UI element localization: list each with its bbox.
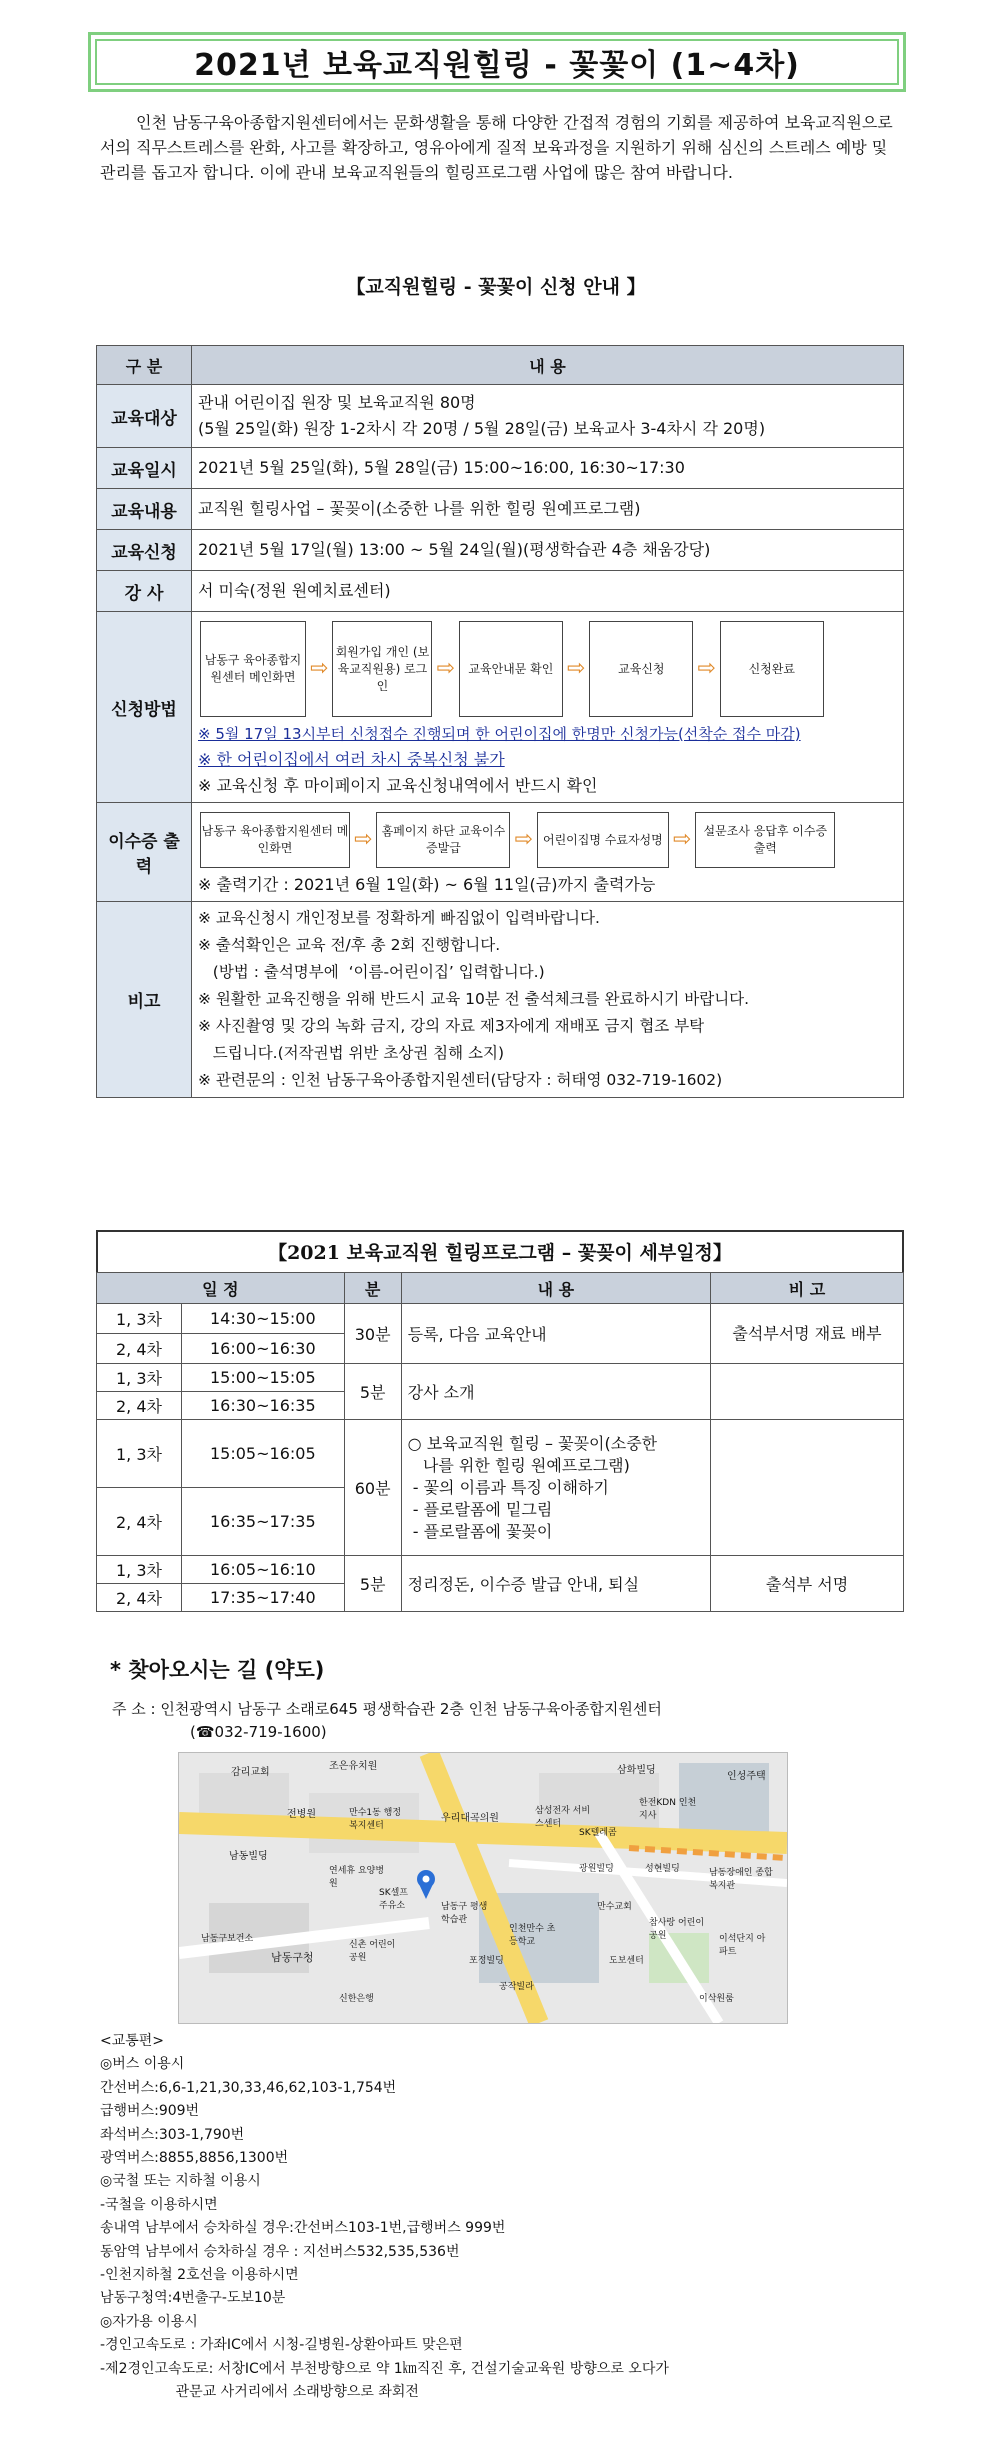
map-label: 광원빌딩: [579, 1864, 614, 1874]
map-label: SK텔레콤: [579, 1828, 617, 1838]
remark-label: 비고: [97, 902, 192, 1098]
directions-title: * 찾아오시는 길 (약도): [110, 1658, 325, 1682]
method-note-3: ※ 교육신청 후 마이페이지 교육신청내역에서 반드시 확인: [198, 776, 598, 795]
schedule-head-content: 내 용: [401, 1273, 710, 1304]
cert-label: 이수증 출력: [97, 803, 192, 902]
table-row: 1, 3차 14:30~15:00 30분 등록, 다음 교육안내 출석부서명 재료 배부: [97, 1304, 904, 1334]
map-label: 만수1동 행정복지센터: [349, 1808, 402, 1831]
remark-6: 드립니다.(저작권법 위반 초상권 침해 소지): [198, 1044, 505, 1062]
cert-flow: [198, 806, 897, 872]
map-label: 인성주택: [727, 1771, 766, 1782]
target-line2: (5월 25일(화) 원장 1-2차시 각 20명 / 5월 28일(금) 보육교사 3-4차시 각 20명): [198, 419, 766, 438]
transport-line: 간선버스:6,6-1,21,30,33,46,62,103-1,754번: [100, 2079, 397, 2096]
map-label: 남동빌딩: [229, 1851, 268, 1862]
content-value: 교직원 힐링사업 – 꽃꽂이(소중한 나를 위한 힐링 원예프로그램): [192, 489, 904, 530]
method-row: [97, 612, 904, 803]
schedule-header-row: [97, 1273, 904, 1304]
arrow-icon: ⇨: [566, 656, 586, 681]
table-row: 2, 4차 16:00~16:30: [97, 1334, 904, 1364]
schedule-section: [96, 1230, 904, 1612]
map-label: 삼화빌딩: [617, 1765, 656, 1776]
map-label: 성현빌딩: [645, 1864, 680, 1874]
intro-paragraph: [100, 110, 900, 185]
method-step-3: 교육안내문 확인: [459, 621, 563, 717]
method-step-2: 회원가입 개인 (보육교직원용) 로그인: [332, 621, 432, 717]
map-label: 남동구보건소: [201, 1934, 254, 1944]
lecturer-label: 강 사: [97, 571, 192, 612]
map-label: 공작빌라: [499, 1982, 534, 1992]
method-note-2: ※ 한 어린이집에서 여러 차시 중복신청 불가: [198, 750, 505, 769]
arrow-icon: ⇨: [436, 656, 455, 681]
content-label: 교육내용: [97, 489, 192, 530]
map-label: 이삭원룸: [699, 1994, 734, 2004]
transport-line: 급행버스:909번: [100, 2103, 200, 2120]
transport-line: -경인고속도로 : 가좌IC에서 시청-길병원-상환아파트 맞은편: [100, 2337, 463, 2354]
info-head-content: 내 용: [192, 346, 904, 385]
arrow-icon: ⇨: [354, 827, 373, 852]
method-step-1: 남동구 육아종합지원센터 메인화면: [200, 621, 306, 717]
map-label: 포정빌딩: [469, 1956, 504, 1966]
method-label: 신청방법: [97, 612, 192, 803]
method-step-5: 신청완료: [720, 621, 824, 717]
apply-value: 2021년 5월 17일(월) 13:00 ~ 5월 24일(월)(평생학습관 4층 채움강당): [192, 530, 904, 571]
map-label: 삼성전자 서비스센터: [535, 1806, 591, 1829]
table-row: 2, 4차 17:35~17:40: [97, 1584, 904, 1612]
method-flow: [198, 615, 897, 721]
remark-5: ※ 사진촬영 및 강의 녹화 금지, 강의 자료 제3자에게 재배포 금지 협조 부탁: [198, 1017, 705, 1035]
remark-3: (방법 : 출석명부에 ‘이름-어린이집’ 입력합니다.): [198, 963, 545, 981]
remark-2: ※ 출석확인은 교육 전/후 총 2회 진행합니다.: [198, 936, 501, 954]
transport-line: 좌석버스:303-1,790번: [100, 2126, 245, 2143]
remark-4: ※ 원활한 교육진행을 위해 반드시 교육 10분 전 출석체크를 완료하시기 바랍니다.: [198, 990, 750, 1008]
cert-step-4: 설문조사 응답후 이수증 출력: [695, 812, 835, 868]
location-map: [178, 1752, 788, 2024]
target-label: 교육대상: [97, 385, 192, 448]
transport-line: ◎버스 이용시: [100, 2056, 185, 2073]
map-label: 이석단지 아파트: [719, 1934, 766, 1957]
map-label: 남동구청: [271, 1951, 314, 1964]
arrow-icon: ⇨: [310, 656, 329, 681]
transport-line: 남동구청역:4번출구-도보10분: [100, 2290, 286, 2307]
transport-line: ◎자가용 이용시: [100, 2313, 198, 2330]
transport-line: -국철을 이용하시면: [100, 2196, 218, 2213]
map-label: 도보센터: [609, 1956, 644, 1966]
table-row: 1, 3차 16:05~16:10 5분 정리정돈, 이수증 발급 안내, 퇴실 출석부 서명: [97, 1556, 904, 1584]
transport-block: [100, 2030, 669, 2405]
schedule-title: 【2021 보육교직원 힐링프로그램 – 꽃꽂이 세부일정】: [96, 1230, 904, 1272]
map-label: 한전KDN 인천지사: [639, 1798, 697, 1821]
transport-line: 광역버스:8855,8856,1300번: [100, 2150, 289, 2167]
schedule-table: [96, 1272, 904, 1612]
apply-row: [97, 530, 904, 571]
transport-line: <교통편>: [100, 2033, 165, 2049]
table-row: 1, 3차 15:00~15:05 5분 강사 소개: [97, 1364, 904, 1392]
lecturer-row: [97, 571, 904, 612]
map-label: 우리대곡의원: [441, 1813, 499, 1824]
cert-row: [97, 803, 904, 902]
method-note-1: ※ 5월 17일 13시부터 신청접수 진행되며 한 어린이집에 한명만 신청가능(선착순 접수 마감): [198, 725, 801, 743]
method-step-4: 교육신청: [589, 621, 693, 717]
address-block: [112, 1698, 662, 1744]
content-row: [97, 489, 904, 530]
map-label: 만수교회: [597, 1902, 632, 1912]
schedule-head-date: 일 정: [97, 1273, 345, 1304]
transport-line: ◎국철 또는 지하철 이용시: [100, 2173, 261, 2190]
map-label: SK셀프 주유소: [379, 1888, 409, 1911]
title-frame: [88, 32, 906, 92]
schedule-head-note: 비 고: [711, 1273, 904, 1304]
intro-text: 인천 남동구육아종합지원센터에서는 문화생활을 통해 다양한 간접적 경험의 기회를 제공하여 보육교직원으로서의 직무스트레스를 완화, 사고를 확장하고, 영유아에게 질적 보육과정을 지원하기 위해 심신의 스트레스 예방 및 관리를 돕고자 합니다. 이에 관내 보육교직원들의 힐링프로그램 사업에 많은 참여 바랍니다.: [100, 113, 893, 182]
remark-1: ※ 교육신청시 개인정보를 정확하게 빠짐없이 입력바랍니다.: [198, 909, 600, 927]
transport-line: 동암역 남부에서 승차하실 경우 : 지선버스532,535,536번: [100, 2243, 460, 2260]
transport-line: -제2경인고속도로: 서창IC에서 부천방향으로 약 1㎞직진 후, 건설기술교육원 방향으로 오다가: [100, 2360, 669, 2377]
arrow-icon: ⇨: [514, 827, 533, 852]
map-label: 감리교회: [231, 1767, 270, 1778]
transport-line: 관문교 사거리에서 소래방향으로 좌회전: [100, 2384, 419, 2401]
lecturer-value: 서 미숙(정원 원예치료센터): [192, 571, 904, 612]
cert-step-3: 어린이집명 수료자성명: [537, 812, 669, 868]
remark-row: [97, 902, 904, 1098]
map-graphic: [179, 1753, 787, 2023]
phone-text: (☎032-719-1600): [190, 1723, 327, 1741]
cert-step-2: 홈페이지 하단 교육이수증발급: [376, 812, 510, 868]
table-row: 2, 4차 16:30~16:35: [97, 1392, 904, 1420]
date-label: 교육일시: [97, 448, 192, 489]
map-label: 남동구 평생학습관: [441, 1902, 488, 1925]
transport-line: -인천지하철 2호선을 이용하시면: [100, 2267, 299, 2284]
map-label: 연세휴 요양병원: [329, 1866, 385, 1889]
transport-line: 송내역 남부에서 승차하실 경우:간선버스103-1번,급행버스 999번: [100, 2220, 506, 2237]
info-head-label: 구 분: [97, 346, 192, 385]
schedule-head-minutes: 분: [344, 1273, 401, 1304]
map-label: 신한은행: [339, 1994, 374, 2004]
table-row: 1, 3차 15:05~16:05 60분 ○ 보육교직원 힐링 – 꽃꽂이(소중한 나를 위한 힐링 원예프로그램) - 꽃의 이름과 특징 이해하기 - 플로랄폼에 밑그림 - 플로랄폼에 꽃꽂이: [97, 1420, 904, 1488]
address-text: 주 소 : 인천광역시 남동구 소래로645 평생학습관 2층 인천 남동구육아종합지원센터: [112, 1700, 662, 1718]
map-label: 조은유치원: [329, 1761, 378, 1772]
apply-label: 교육신청: [97, 530, 192, 571]
map-label: 인천만수 초등학교: [509, 1924, 556, 1947]
target-line1: 관내 어린이집 원장 및 보육교직원 80명: [198, 393, 476, 412]
arrow-icon: ⇨: [672, 827, 692, 852]
map-label: 남동장애인 종합복지관: [709, 1868, 773, 1891]
target-row: [97, 385, 904, 448]
cert-note: ※ 출력기간 : 2021년 6월 1일(화) ~ 6월 11일(금)까지 출력가능: [198, 875, 656, 894]
info-section-title: 【교직원힐링 - 꽃꽃이 신청 안내 】: [346, 276, 646, 298]
map-label: 신촌 어린이공원: [349, 1940, 396, 1963]
map-label: 참사랑 어린이공원: [649, 1918, 705, 1941]
info-table: [96, 345, 904, 1098]
arrow-icon: ⇨: [697, 656, 716, 681]
remark-7: ※ 관련문의 : 인천 남동구육아종합지원센터(담당자 : 허태영 032-719-1602): [198, 1071, 723, 1089]
map-label: 전병원: [287, 1809, 316, 1820]
table-row: 2, 4차 16:35~17:35: [97, 1488, 904, 1556]
date-value: 2021년 5월 25일(화), 5월 28일(금) 15:00~16:00, 16:30~17:30: [192, 448, 904, 489]
info-header-row: [97, 346, 904, 385]
page-title: 2021년 보육교직원힐링 - 꽃꽃이 (1~4차): [95, 39, 899, 85]
date-row: [97, 448, 904, 489]
cert-step-1: 남동구 육아종합지원센터 메인화면: [200, 812, 350, 868]
